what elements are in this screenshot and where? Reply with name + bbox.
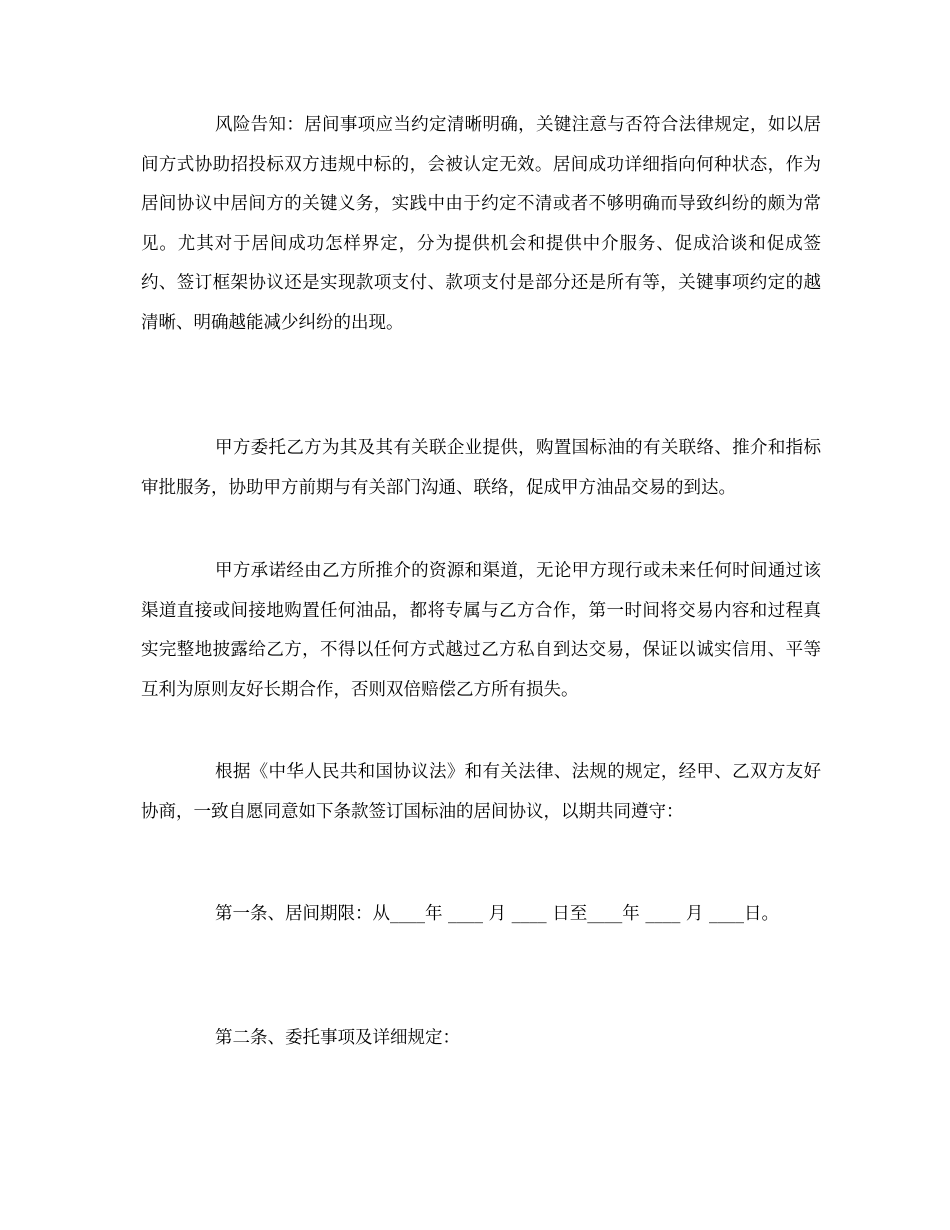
article-two-heading: 第二条、委托事项及详细规定： — [215, 1028, 460, 1048]
exclusivity-paragraph: 甲方承诺经由乙方所推介的资源和渠道，无论甲方现行或未来任何时间通过该渠道直接或间接地购置任何油品，都将专属与乙方合作，第一时间将交易内容和过程真实完整地披露给乙方，不得以任何方式越过乙方私自到达交易，保证以诚实信用、平等互利为原则友好长期合作，否则双倍赔偿乙方所有损失。 — [141, 561, 821, 700]
legal-basis-paragraph: 根据《中华人民共和国协议法》和有关法律、法规的规定，经甲、乙双方友好协商，一致自愿同意如下条款签订国标油的居间协议，以期共同遵守： — [141, 762, 821, 822]
commission-paragraph: 甲方委托乙方为其及其有关联企业提供，购置国标油的有关联络、推介和指标审批服务，协助甲方前期与有关部门沟通、联络，促成甲方油品交易的到达。 — [141, 438, 821, 498]
risk-notice-paragraph: 风险告知：居间事项应当约定清晰明确，关键注意与否符合法律规定，如以居间方式协助招投标双方违规中标的，会被认定无效。居间成功详细指向何种状态，作为居间协议中居间方的关键义务，实践中由于约定不清或者不够明确而导致纠纷的颇为常见。尤其对于居间成功怎样界定，分为提供机会和提供中介服务、促成洽谈和促成签约、签订框架协议还是实现款项支付、款项支付是部分还是所有等，关键事项约定的越清晰、明确越能减少纠纷的出现。 — [141, 115, 821, 333]
article-one-term-paragraph: 第一条、居间期限：从____年 ____ 月 ____ 日至____年 ____ 月 ____日。 — [215, 904, 779, 924]
